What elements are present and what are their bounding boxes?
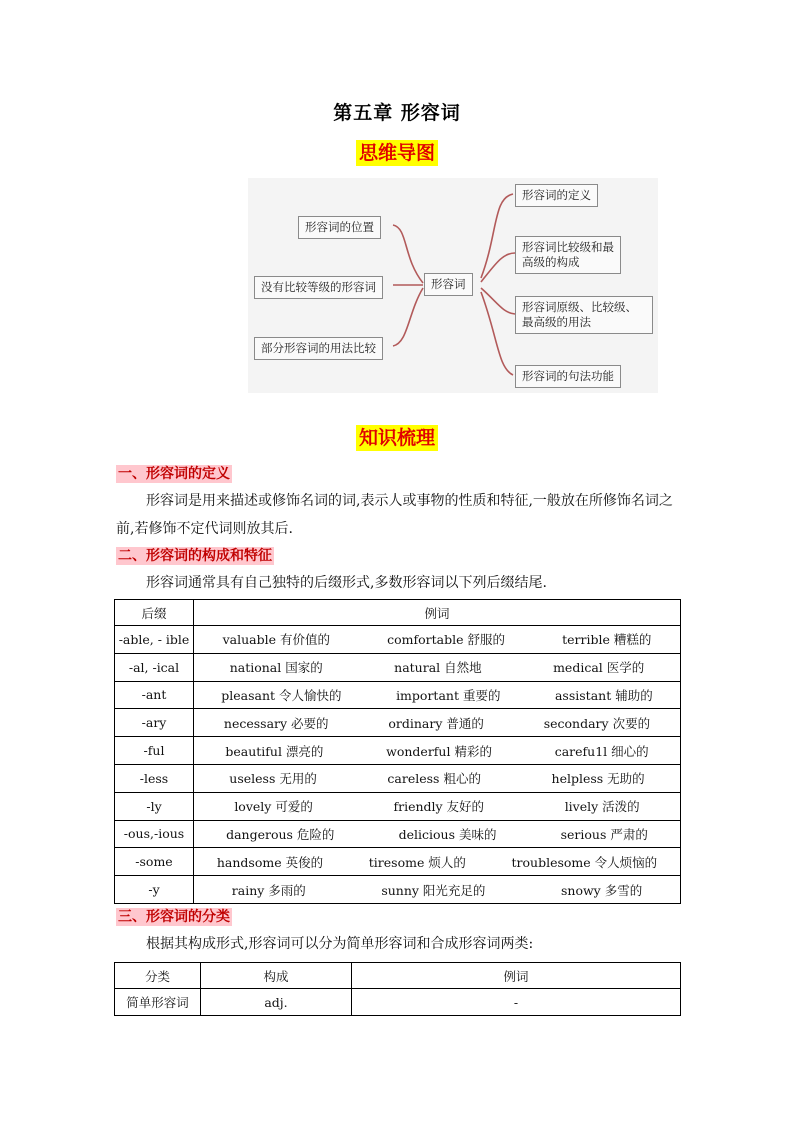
header-form: 构成 — [201, 963, 352, 989]
mindmap-heading: 思维导图 — [356, 140, 438, 166]
header-example: 例词 — [352, 963, 681, 989]
example-word: useless 无用的 — [229, 771, 317, 787]
example-word: carefu1l 细心的 — [554, 743, 649, 759]
header-suffix: 后缀 — [115, 600, 194, 626]
suffix-cell: -y — [115, 876, 194, 904]
example-word: wonderful 精彩的 — [386, 743, 492, 759]
mind-map-node-syntax: 形容词的句法功能 — [515, 365, 621, 388]
table-row — [115, 848, 681, 876]
section2-heading: 二、形容词的构成和特征 — [118, 548, 272, 564]
table-row — [115, 820, 681, 848]
examples-cell — [194, 709, 681, 737]
mind-map-node-no-comparison: 没有比较等级的形容词 — [254, 276, 383, 299]
table-row — [115, 989, 681, 1016]
example-word: serious 严肃的 — [560, 826, 648, 842]
table-row — [115, 626, 681, 654]
example-word: troublesome 令人烦恼的 — [511, 854, 658, 870]
example-word: beautiful 漂亮的 — [225, 743, 324, 759]
table-row — [115, 876, 681, 904]
section1-heading: 一、形容词的定义 — [118, 466, 230, 482]
section2-intro: 形容词通常具有自己独特的后缀形式,多数形容词以下列后缀结尾. — [146, 575, 547, 591]
suffix-cell: -some — [115, 848, 194, 876]
suffix-cell: -less — [115, 764, 194, 792]
form-cell: adj. — [201, 989, 352, 1016]
suffix-cell: -ful — [115, 737, 194, 765]
table-row — [115, 792, 681, 820]
example-word: lively 活泼的 — [564, 799, 640, 815]
example-word: friendly 友好的 — [393, 799, 485, 815]
example-word: pleasant 令人愉快的 — [221, 687, 342, 703]
example-word: necessary 必要的 — [223, 715, 329, 731]
suffix-cell: -ly — [115, 792, 194, 820]
examples-cell — [194, 681, 681, 709]
example-word: medical 医学的 — [553, 660, 645, 676]
example-word: lovely 可爱的 — [234, 799, 313, 815]
example-word: assistant 辅助的 — [554, 687, 653, 703]
example-word: ordinary 普通的 — [388, 715, 484, 731]
example-word: snowy 多雪的 — [560, 882, 643, 898]
suffix-cell: -ary — [115, 709, 194, 737]
suffix-cell: -able, - ible — [115, 626, 194, 654]
mind-map-node-usage: 形容词原级、比较级、最高级的用法 — [515, 296, 653, 334]
suffix-cell: -ous,-ious — [115, 820, 194, 848]
mind-map-node-formation: 形容词比较级和最高级的构成 — [515, 236, 621, 274]
example-word: comfortable 舒服的 — [387, 632, 505, 648]
mind-map-node-usage-comparison: 部分形容词的用法比较 — [254, 337, 383, 360]
example-cell: - — [352, 989, 681, 1016]
example-word: delicious 美味的 — [398, 826, 497, 842]
examples-cell — [194, 737, 681, 765]
example-word: secondary 次要的 — [543, 715, 651, 731]
examples-cell — [194, 848, 681, 876]
examples-cell — [194, 653, 681, 681]
examples-cell — [194, 876, 681, 904]
classification-table — [114, 962, 681, 1016]
section1-text: 形容词是用来描述或修饰名词的词,表示人或事物的性质和特征,一般放在所修饰名词之前,若修饰不定代词则放其后. — [116, 493, 673, 537]
example-word: handsome 英俊的 — [216, 854, 324, 870]
type-cell: 简单形容词 — [115, 989, 201, 1016]
suffix-cell: -al, -ical — [115, 653, 194, 681]
mind-map-node-position: 形容词的位置 — [298, 216, 381, 239]
table-row — [115, 709, 681, 737]
chapter-title: 第五章 形容词 — [333, 102, 461, 124]
mind-map-center-node: 形容词 — [424, 273, 473, 296]
mind-map — [248, 178, 658, 393]
table-header-row — [115, 600, 681, 626]
examples-cell — [194, 626, 681, 654]
examples-cell — [194, 792, 681, 820]
suffix-table — [114, 599, 681, 904]
suffix-cell: -ant — [115, 681, 194, 709]
table-row — [115, 653, 681, 681]
example-word: valuable 有价值的 — [222, 632, 330, 648]
table-row — [115, 764, 681, 792]
example-word: tiresome 烦人的 — [368, 854, 466, 870]
header-examples: 例词 — [194, 600, 681, 626]
example-word: sunny 阳光充足的 — [381, 882, 486, 898]
examples-cell — [194, 764, 681, 792]
example-word: helpless 无助的 — [551, 771, 645, 787]
header-type: 分类 — [115, 963, 201, 989]
examples-cell — [194, 820, 681, 848]
knowledge-heading: 知识梳理 — [356, 425, 438, 451]
mind-map-node-definition: 形容词的定义 — [515, 184, 598, 207]
section3-intro: 根据其构成形式,形容词可以分为简单形容词和合成形容词两类: — [146, 936, 534, 952]
example-word: national 国家的 — [229, 660, 323, 676]
example-word: rainy 多雨的 — [231, 882, 306, 898]
table-row — [115, 737, 681, 765]
section3-heading: 三、形容词的分类 — [118, 909, 230, 925]
table-row — [115, 681, 681, 709]
example-word: dangerous 危险的 — [226, 826, 335, 842]
example-word: terrible 糟糕的 — [562, 632, 652, 648]
example-word: important 重要的 — [396, 687, 501, 703]
table-header-row — [115, 963, 681, 989]
example-word: careless 粗心的 — [387, 771, 481, 787]
example-word: natural 自然地 — [394, 660, 482, 676]
